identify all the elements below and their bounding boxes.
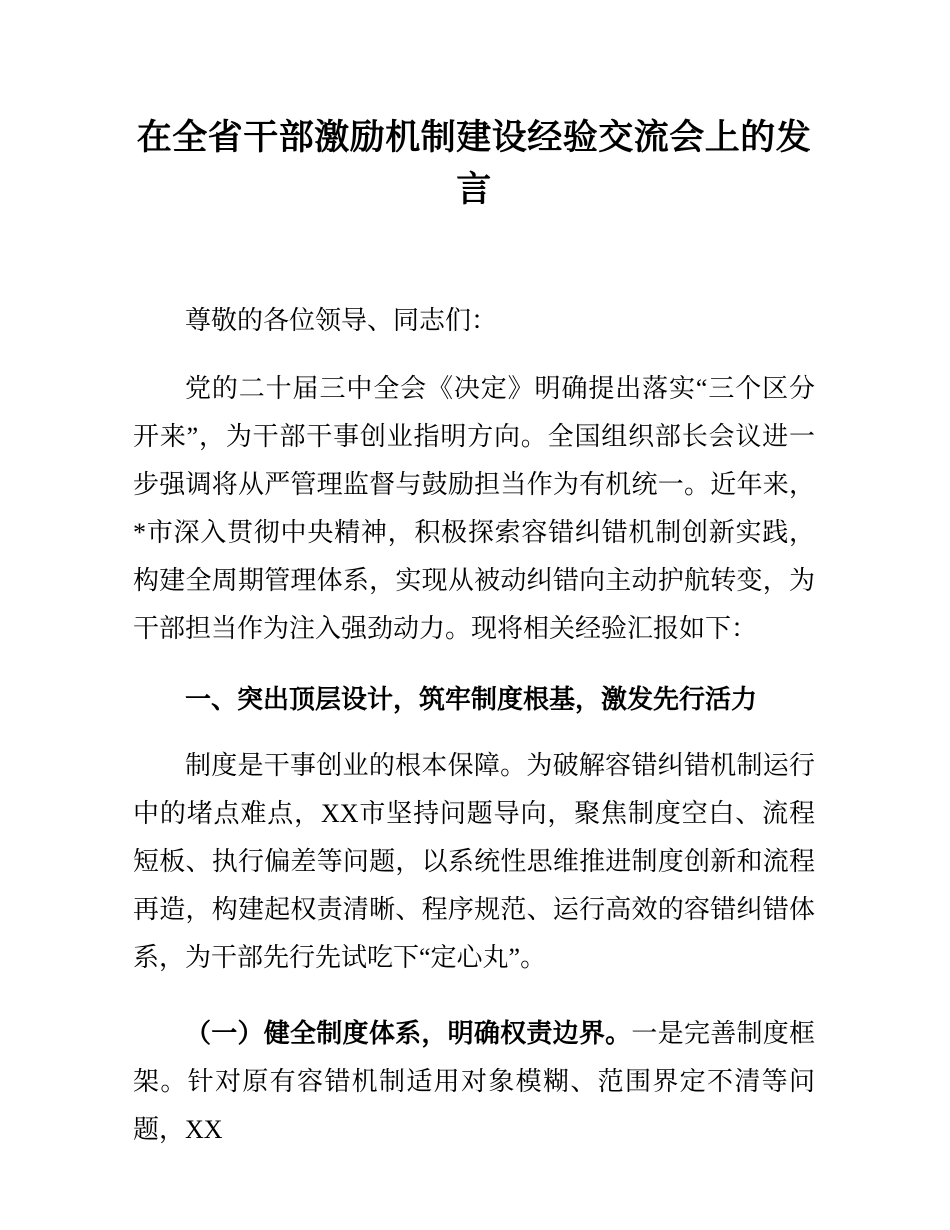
document-title: 在全省干部激励机制建设经验交流会上的发言 [136,118,812,209]
paragraph-section-1: 制度是干事创业的根本保障。为破解容错纠错机制运行中的堵点难点，XX市坚持问题导向，聚焦制度空白、流程短板、执行偏差等问题，以系统性思维推进制度创新和流程再造，构建起权责清晰、程序规范、运行高效的容错纠错体系，为干部先行先试吃下“定心丸”。 [133,751,815,972]
subsection-1-body: 一是完善制度框架。针对原有容错机制适用对象模糊、范围界定不清等问题，XX [133,1019,815,1144]
section-heading-1: 一、突出顶层设计，筑牢制度根基，激发先行活力 [185,684,758,714]
subsection-1-lead: （一）健全制度体系，明确权责边界。 [185,1018,632,1048]
paragraph-subsection-1 [133,1009,815,1154]
paragraph-intro: 党的二十届三中全会《决定》明确提出落实“三个区分开来”，为干部干事创业指明方向。全国组织部长会议进一步强调将从严管理监督与鼓励担当作为有机统一。近年来，*市深入贯彻中央精神，积极探索容错纠错机制创新实践，构建全周期管理体系，实现从被动纠错向主动护航转变，为干部担当作为注入强劲动力。现将相关经验汇报如下： [133,374,815,643]
greeting-line: 尊敬的各位领导、同志们： [185,306,498,335]
